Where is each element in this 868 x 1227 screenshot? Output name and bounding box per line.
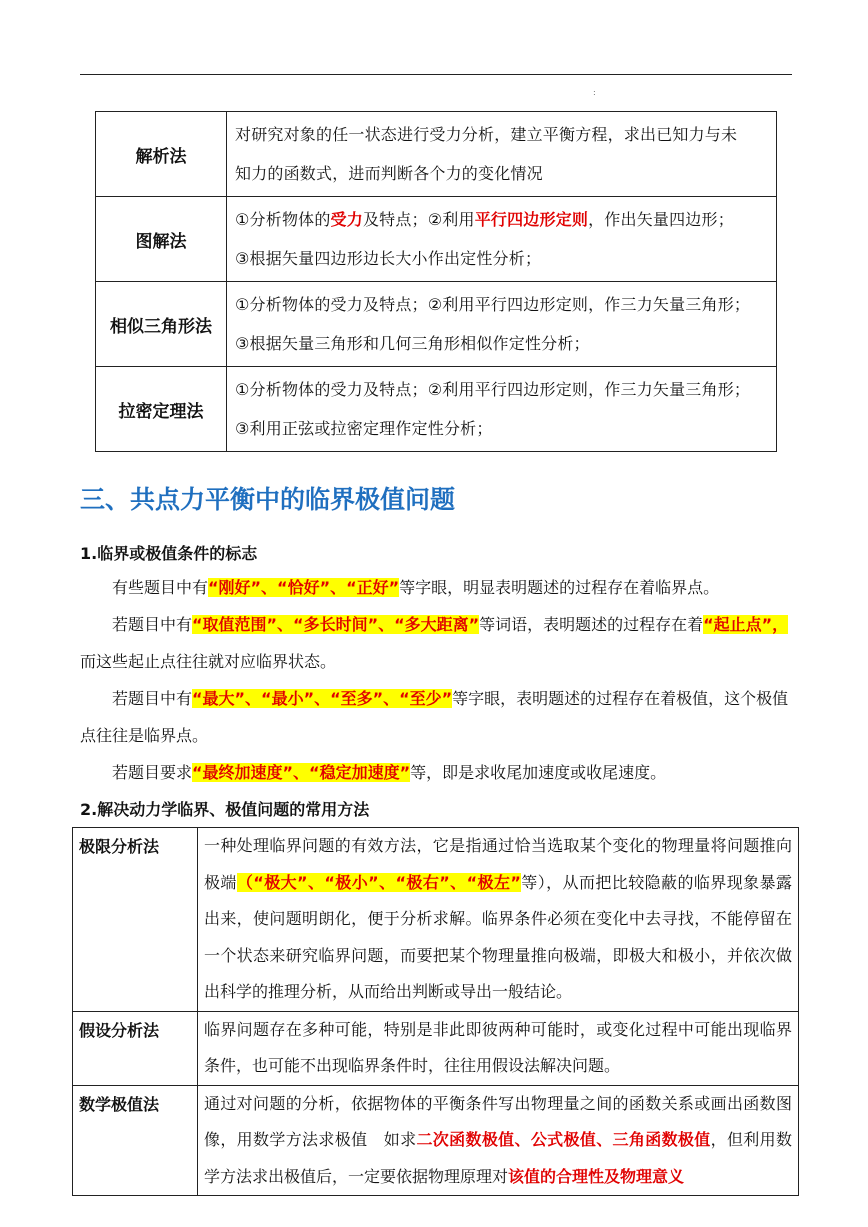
paragraph-4: 若题目要求“最终加速度”、“稳定加速度”等，即是求收尾加速度或收尾速度。 xyxy=(112,763,667,782)
method-name: 数学极值法 xyxy=(73,1085,198,1196)
table-row xyxy=(73,1085,799,1196)
table-row xyxy=(96,367,777,452)
table-row xyxy=(96,282,777,367)
header-rule xyxy=(80,74,792,75)
method-desc: ①分析物体的受力及特点；②利用平行四边形定则，作出矢量四边形； ③根据矢量四边形边长大小作出定性分析； xyxy=(227,197,777,282)
table-row xyxy=(96,197,777,282)
method-name: 解析法 xyxy=(96,112,227,197)
method-desc: 一种处理临界问题的有效方法，它是指通过恰当选取某个变化的物理量将问题推向极端（“极大”、“极小”、“极右”、“极左”等），从而把比较隐蔽的临界现象暴露出来，使问题明朗化，便于分析求解。临界条件必须在变化中去寻找，不能停留在一个状态来研究临界问题，而要把某个物理量推向极端，即极大和极小，并依次做出科学的推理分析，从而给出判断或导出一般结论。 xyxy=(198,828,799,1012)
method-name: 假设分析法 xyxy=(73,1011,198,1085)
subheading-2: 2.解决动力学临界、极值问题的常用方法 xyxy=(80,800,370,819)
method-desc: ①分析物体的受力及特点；②利用平行四边形定则，作三力矢量三角形； ③利用正弦或拉密定理作定性分析； xyxy=(227,367,777,452)
method-desc: 通过对问题的分析，依据物体的平衡条件写出物理量之间的函数关系或画出函数图像，用数学方法求极值 如求二次函数极值、公式极值、三角函数极值，但利用数学方法求出极值后，一定要依据物理原理对该值的合理性及物理意义 xyxy=(198,1085,799,1196)
methods-table xyxy=(95,111,777,452)
method-name: 图解法 xyxy=(96,197,227,282)
method-desc: 对研究对象的任一状态进行受力分析，建立平衡方程，求出已知力与未 知力的函数式，进而判断各个力的变化情况 xyxy=(227,112,777,197)
method-desc: 临界问题存在多种可能，特别是非此即彼两种可能时，或变化过程中可能出现临界条件，也可能不出现临界条件时，往往用假设法解决问题。 xyxy=(198,1011,799,1085)
header-mark: : xyxy=(593,88,596,97)
table-row xyxy=(96,112,777,197)
method-name: 极限分析法 xyxy=(73,828,198,1012)
method-name: 拉密定理法 xyxy=(96,367,227,452)
paragraph-1: 有些题目中有“刚好”、“恰好”、“正好”等字眼，明显表明题述的过程存在着临界点。 xyxy=(112,578,720,597)
paragraph-3: 若题目中有“最大”、“最小”、“至多”、“至少”等字眼，表明题述的过程存在着极值，这个极值点往往是临界点。 xyxy=(80,689,789,745)
table-row xyxy=(73,1011,799,1085)
subheading-1: 1.临界或极值条件的标志 xyxy=(80,544,258,563)
section-title: 三、共点力平衡中的临界极值问题 xyxy=(80,485,456,514)
method-desc: ①分析物体的受力及特点；②利用平行四边形定则，作三力矢量三角形； ③根据矢量三角形和几何三角形相似作定性分析； xyxy=(227,282,777,367)
table-row xyxy=(73,828,799,1012)
paragraph-2: 若题目中有“取值范围”、“多长时间”、“多大距离”等词语，表明题述的过程存在着“起止点”，而这些起止点往往就对应临界状态。 xyxy=(80,615,789,671)
method-name: 相似三角形法 xyxy=(96,282,227,367)
methods2-table xyxy=(72,827,799,1196)
